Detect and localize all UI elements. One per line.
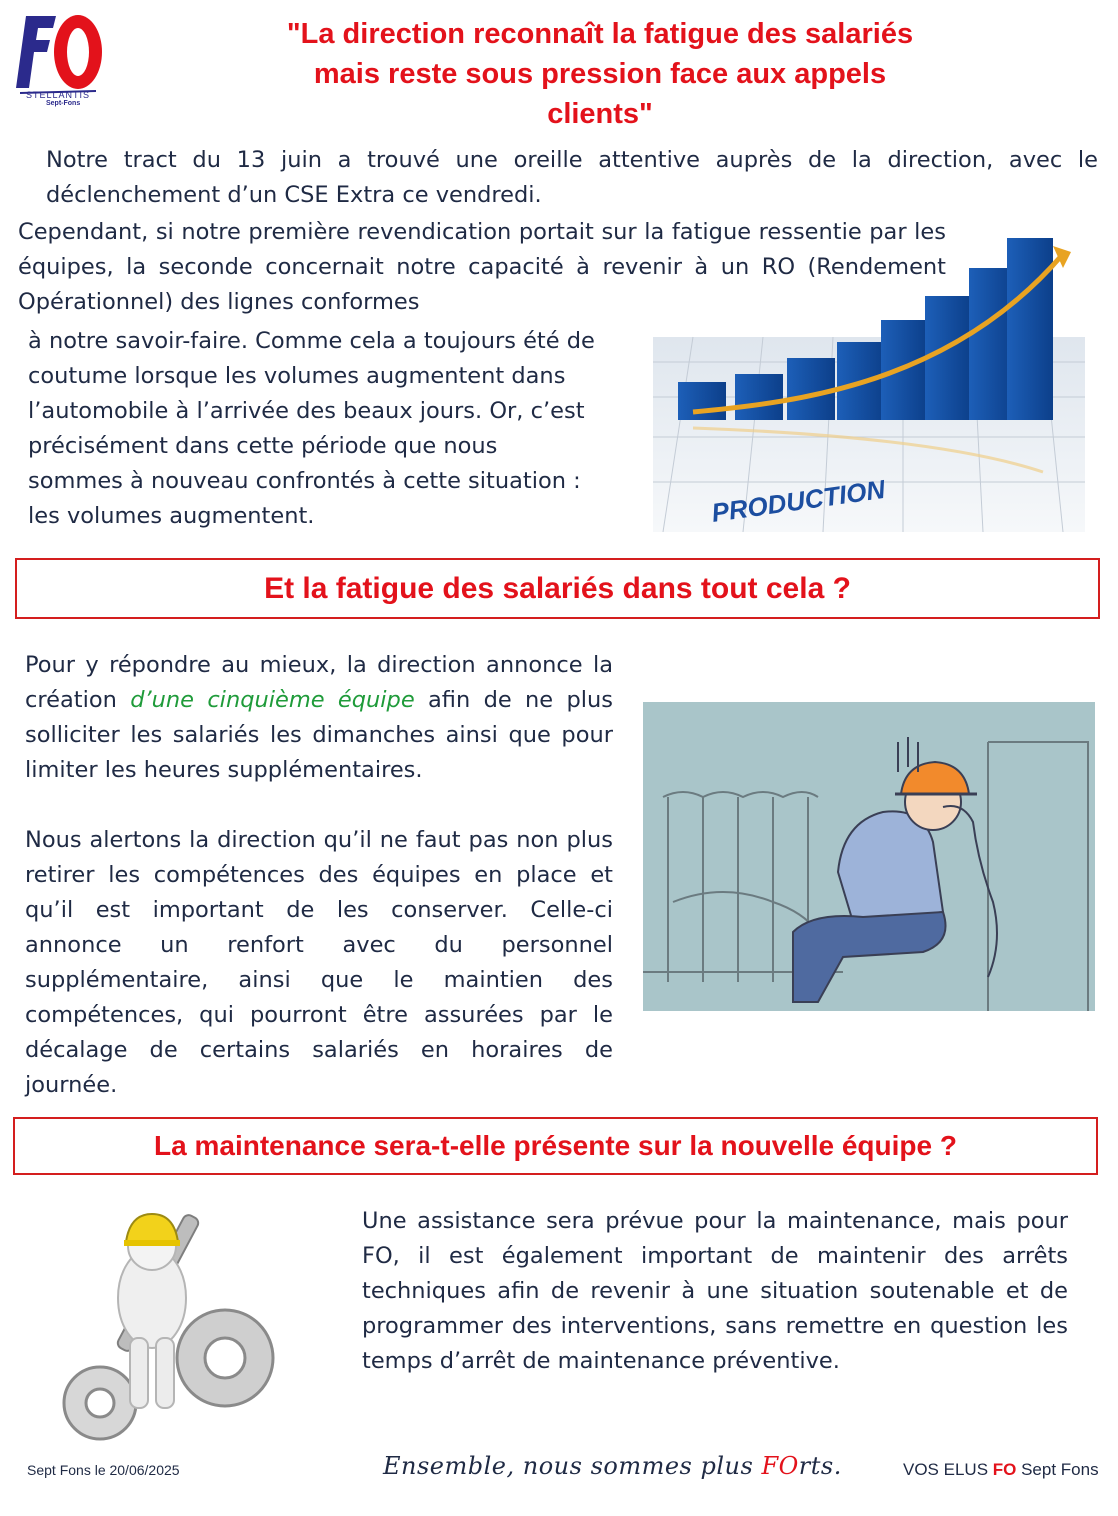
page-title xyxy=(200,14,1000,134)
intro-paragraph-2: Cependant, si notre première revendication portait sur la fatigue ressentie par les équipes, la seconde concernait notre capacité à revenir à un RO (Rendement Opérationnel) des lignes conformes xyxy=(18,219,946,315)
tired-worker-illustration xyxy=(643,702,1095,1011)
maintenance-paragraph: Une assistance sera prévue pour la maintenance, mais pour FO, il est également important de maintenir des arrêts techniques afin de revenir à une situation soutenable et de programmer des interventions, sans remettre en question les temps d’arrêt de maintenance préventive. xyxy=(362,1208,1068,1374)
fo-logo xyxy=(16,12,104,110)
fatigue-paragraph-2: Nous alertons la direction qu’il ne faut pas non plus retirer les compétences des équipes en place et qu’il est important de les conserver. Celle-ci annonce un renfort avec du personnel supplémentaire, ainsi que le maintien des compétences, qui pourront être assurées par le décalage de certains salariés en horaires de journée. xyxy=(25,827,613,1098)
footer-signature-start: VOS ELUS xyxy=(903,1460,993,1479)
section-maintenance-heading-text: La maintenance sera-t-elle présente sur la nouvelle équipe ? xyxy=(154,1130,957,1161)
footer-signature-fo: FO xyxy=(992,1460,1017,1479)
title-line-3: clients" xyxy=(547,98,653,130)
footer-slogan-start: Ensemble, nous sommes plus xyxy=(383,1452,762,1480)
title-line-2: mais reste sous pression face aux appels xyxy=(313,58,887,90)
logo-site: Sept-Fons xyxy=(46,100,81,107)
footer-slogan-fo: FO xyxy=(761,1452,799,1480)
fatigue-paragraph-1 xyxy=(25,648,613,788)
tired-worker-image xyxy=(643,702,1095,1011)
section-fatigue-heading-text: Et la fatigue des salariés dans tout cela ? xyxy=(264,572,851,605)
fatigue-paragraph-1-end: afin de ne plus solliciter les salariés les dimanches ainsi que pour limiter les heures supplémentaires. xyxy=(25,687,613,783)
fifth-team-highlight: d’une cinquième équipe xyxy=(130,687,415,713)
footer-signature-end: Sept Fons xyxy=(1016,1460,1099,1479)
footer-signature xyxy=(903,1460,1099,1480)
intro-paragraph-3: à notre savoir-faire. Comme cela a toujours été de coutume lorsque les volumes augmentent dans l’automobile à l’arrivée des beaux jours. Or, c’est précisément dans cette période que nous sommes à nouveau confrontés à cette situation : les volumes augmentent. xyxy=(28,328,595,529)
footer-slogan xyxy=(383,1452,842,1480)
production-chart-illustration xyxy=(653,232,1085,532)
section-fatigue-heading xyxy=(15,558,1100,619)
title-line-1: "La direction reconnaît la fatigue des salariés xyxy=(286,18,914,50)
maintenance-figure-image xyxy=(40,1198,285,1443)
footer-slogan-end: rts. xyxy=(798,1452,842,1480)
fatigue-paragraph-1-start: Pour y répondre au mieux, la direction annonce la création xyxy=(25,652,613,713)
logo-brand: STELLANTIS xyxy=(26,90,91,100)
production-chart-image xyxy=(653,232,1085,532)
intro-paragraph-1: Notre tract du 13 juin a trouvé une oreille attentive auprès de la direction, avec le déclenchement d’un CSE Extra ce vendredi. xyxy=(46,147,1098,208)
section-maintenance-heading xyxy=(13,1117,1098,1175)
maintenance-figure-illustration xyxy=(40,1198,285,1443)
production-label: PRODUCTION xyxy=(709,473,887,528)
footer-date: Sept Fons le 20/06/2025 xyxy=(27,1462,180,1478)
